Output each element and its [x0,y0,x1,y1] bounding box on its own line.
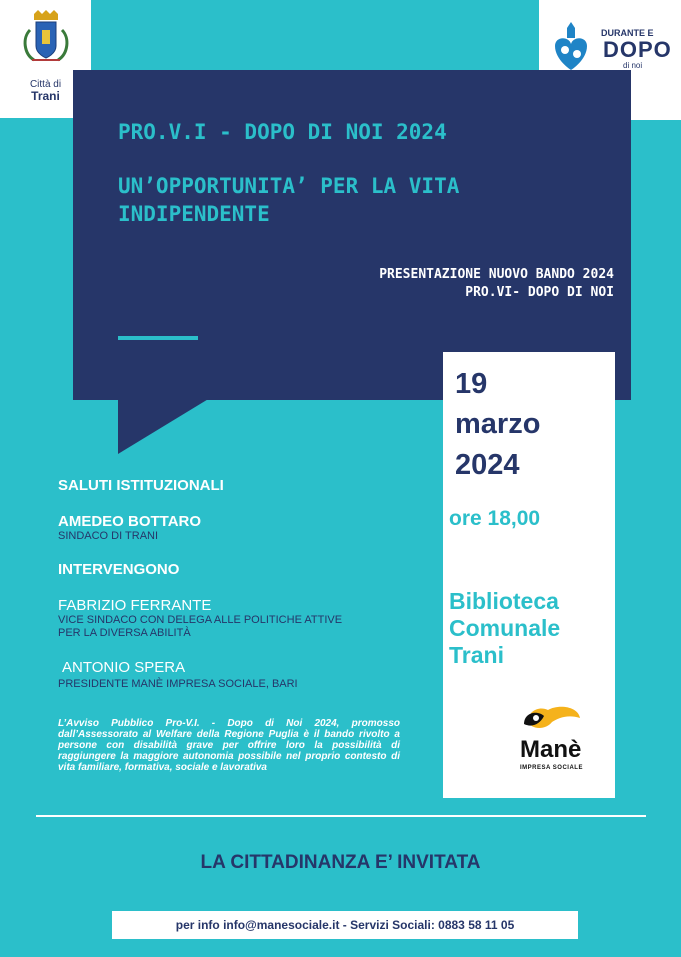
event-subtitle-line2: INDIPENDENTE [118,202,270,226]
event-subtitle-line1: UN’OPPORTUNITA’ PER LA VITA [118,174,460,198]
banner-tail [118,398,210,454]
mane-name: Manè [520,736,582,763]
event-year: 2024 [455,449,520,481]
venue-line2: Comunale [449,615,561,641]
notice-paragraph: L’Avviso Pubblico Pro-V.I. - Dopo di Noi 2024, promosso dall’Assessorato al Welfare della Regione Puglia è il bando rivolto a persone con disabilità grave per offrire loro la possibilità di raggiungere la maggiore autonomia possibile nel proprio contesto di vita familiare, formativa, sociale e lavorativa [58,718,400,773]
speakers-heading: INTERVENGONO [58,561,180,578]
speaker2-role-line1: VICE SINDACO CON DELEGA ALLE POLITICHE ATTIVE [58,614,343,626]
venue-line3: Trani [449,642,504,668]
event-title: PRO.V.I - DOPO DI NOI 2024 [118,120,447,144]
speaker3-name: ANTONIO SPERA [62,659,186,676]
speaker1-role: SINDACO DI TRANI [58,530,159,542]
accent-line [118,336,198,340]
greetings-heading: SALUTI ISTITUZIONALI [58,477,224,494]
presentation-line2: PRO.VI- DOPO DI NOI [465,285,614,300]
mane-logo [512,700,592,780]
venue-line1: Biblioteca [449,588,559,614]
speaker2-role-line2: PER LA DIVERSA ABILITÀ [58,627,191,639]
mane-tagline: IMPRESA SOCIALE [520,765,583,771]
durante-logo-line1: DURANTE E [601,28,654,38]
trani-logo-line1: Città di [29,79,62,90]
durante-logo-line2: DOPO [603,37,672,62]
event-time: ore 18,00 [449,507,541,530]
mane-toucan-icon [518,700,582,736]
speaker2-name: FABRIZIO FERRANTE [58,597,212,614]
trani-logo-line2: Trani [31,89,60,103]
event-day: 19 [455,368,488,400]
footer-divider [36,815,646,817]
invite-text: LA CITTADINANZA E’ INVITATA [200,852,481,873]
presentation-line1: PRESENTAZIONE NUOVO BANDO 2024 [379,267,614,282]
durante-logo-line3: di noi [623,61,643,70]
trani-crest-icon [18,8,74,74]
event-month: marzo [455,408,541,440]
speaker1-name: AMEDEO BOTTARO [58,513,202,530]
speaker3-role: PRESIDENTE MANÈ IMPRESA SOCIALE, BARI [58,678,298,690]
info-bar: per info info@manesociale.it - Servizi Sociali: 0883 58 11 05 [112,911,578,939]
